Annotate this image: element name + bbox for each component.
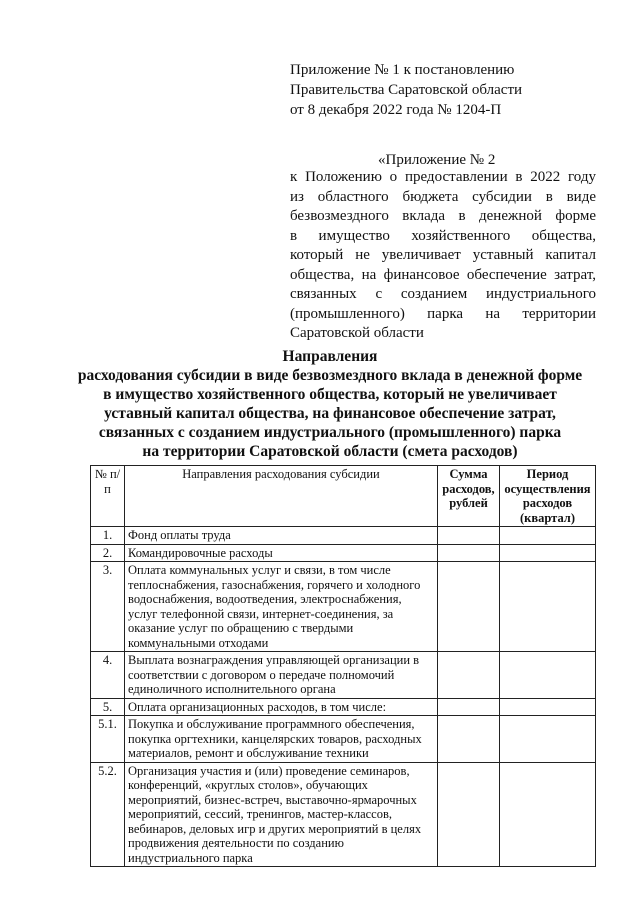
row-sum [438, 562, 500, 652]
appendix-1-line: от 8 декабря 2022 года № 1204-П [290, 102, 502, 118]
table-header-row [91, 466, 596, 527]
table-row [91, 762, 596, 867]
table-row [91, 698, 596, 716]
row-text: Покупка и обслуживание программного обеспечения, покупка оргтехники, канцелярских товаров, расходных материалов, ремонт и обслуживание техники [125, 716, 438, 763]
appendix-2-reference [290, 168, 596, 344]
row-num: 2. [91, 544, 125, 562]
table-row [91, 527, 596, 545]
title-line: расходования субсидии в виде безвозмездного вклада в денежной форме [77, 367, 583, 384]
row-text: Оплата коммунальных услуг и связи, в том числе теплоснабжения, газоснабжения, горячего и холодного водоснабжения, водоотведения, электроснабжения, услуг телефонной связи, интернет-соединения, за оказание услуг по обращению с твердыми коммунальными отходами [125, 562, 438, 652]
row-period [500, 527, 596, 545]
table-row [91, 652, 596, 699]
title-line: в имущество хозяйственного общества, который не увеличивает [103, 386, 557, 403]
appendix-2-line: (промышленного) парка на территории [290, 305, 596, 322]
row-sum [438, 698, 500, 716]
row-period [500, 544, 596, 562]
header-num: № п/п [91, 466, 125, 527]
document-title [40, 347, 620, 461]
row-num: 5. [91, 698, 125, 716]
title-line: уставный капитал общества, на финансовое обеспечение затрат, [104, 405, 556, 422]
row-text: Выплата вознаграждения управляющей организации в соответствии с договором о передаче полномочий единоличного исполнительного органа [125, 652, 438, 699]
header-sum: Сумма расходов, рублей [438, 466, 500, 527]
table-row [91, 544, 596, 562]
row-sum [438, 716, 500, 763]
title-line: на территории Саратовской области (смета расходов) [142, 443, 518, 460]
appendix-2-line: Саратовской области [290, 325, 424, 341]
row-period [500, 762, 596, 867]
appendix-2-line: в имущество хозяйственного общества, [290, 227, 596, 244]
appendix-2-line: из областного бюджета субсидии в виде [290, 188, 596, 205]
row-num: 4. [91, 652, 125, 699]
appendix-1-line: Приложение № 1 к постановлению [290, 62, 515, 78]
appendix-2-line: который не увеличивает уставный капитал [290, 247, 596, 263]
row-sum [438, 527, 500, 545]
row-num: 5.2. [91, 762, 125, 867]
table-row [91, 716, 596, 763]
appendix-1-line: Правительства Саратовской области [290, 82, 523, 98]
appendix-1-reference [290, 60, 522, 120]
appendix-2-line: безвозмездного вклада в денежной форме [290, 208, 596, 224]
row-num: 3. [91, 562, 125, 652]
appendix-2-line: связанных с созданием индустриального [290, 286, 596, 302]
row-text: Командировочные расходы [125, 544, 438, 562]
appendix-2-heading: «Приложение № 2 [378, 152, 496, 168]
header-direction: Направления расходования субсидии [125, 466, 438, 527]
row-num: 5.1. [91, 716, 125, 763]
row-text: Фонд оплаты труда [125, 527, 438, 545]
table-row [91, 562, 596, 652]
row-period [500, 652, 596, 699]
row-sum [438, 762, 500, 867]
row-sum [438, 544, 500, 562]
title-line: связанных с созданием индустриального (промышленного) парка [98, 424, 562, 441]
row-text: Организация участия и (или) проведение семинаров, конференций, «круглых столов», обучающих мероприятий, бизнес-встреч, выставочно-ярмарочных мероприятий, сессий, тренингов, мастер-классов, вебинаров, деловых игр и других мероприятий в целях продвижения деятельности по созданию индустриального парка [125, 762, 438, 867]
row-period [500, 716, 596, 763]
title-line: Направления [282, 348, 378, 365]
row-sum [438, 652, 500, 699]
appendix-2-line: общества, на финансовое обеспечение затрат, [290, 266, 596, 283]
header-period: Период осуществления расходов (квартал) [500, 466, 596, 527]
appendix-2-line: к Положению о предоставлении в 2022 году [290, 169, 596, 185]
row-period [500, 698, 596, 716]
expense-table [90, 465, 596, 867]
row-period [500, 562, 596, 652]
row-text: Оплата организационных расходов, в том числе: [125, 698, 438, 716]
row-num: 1. [91, 527, 125, 545]
